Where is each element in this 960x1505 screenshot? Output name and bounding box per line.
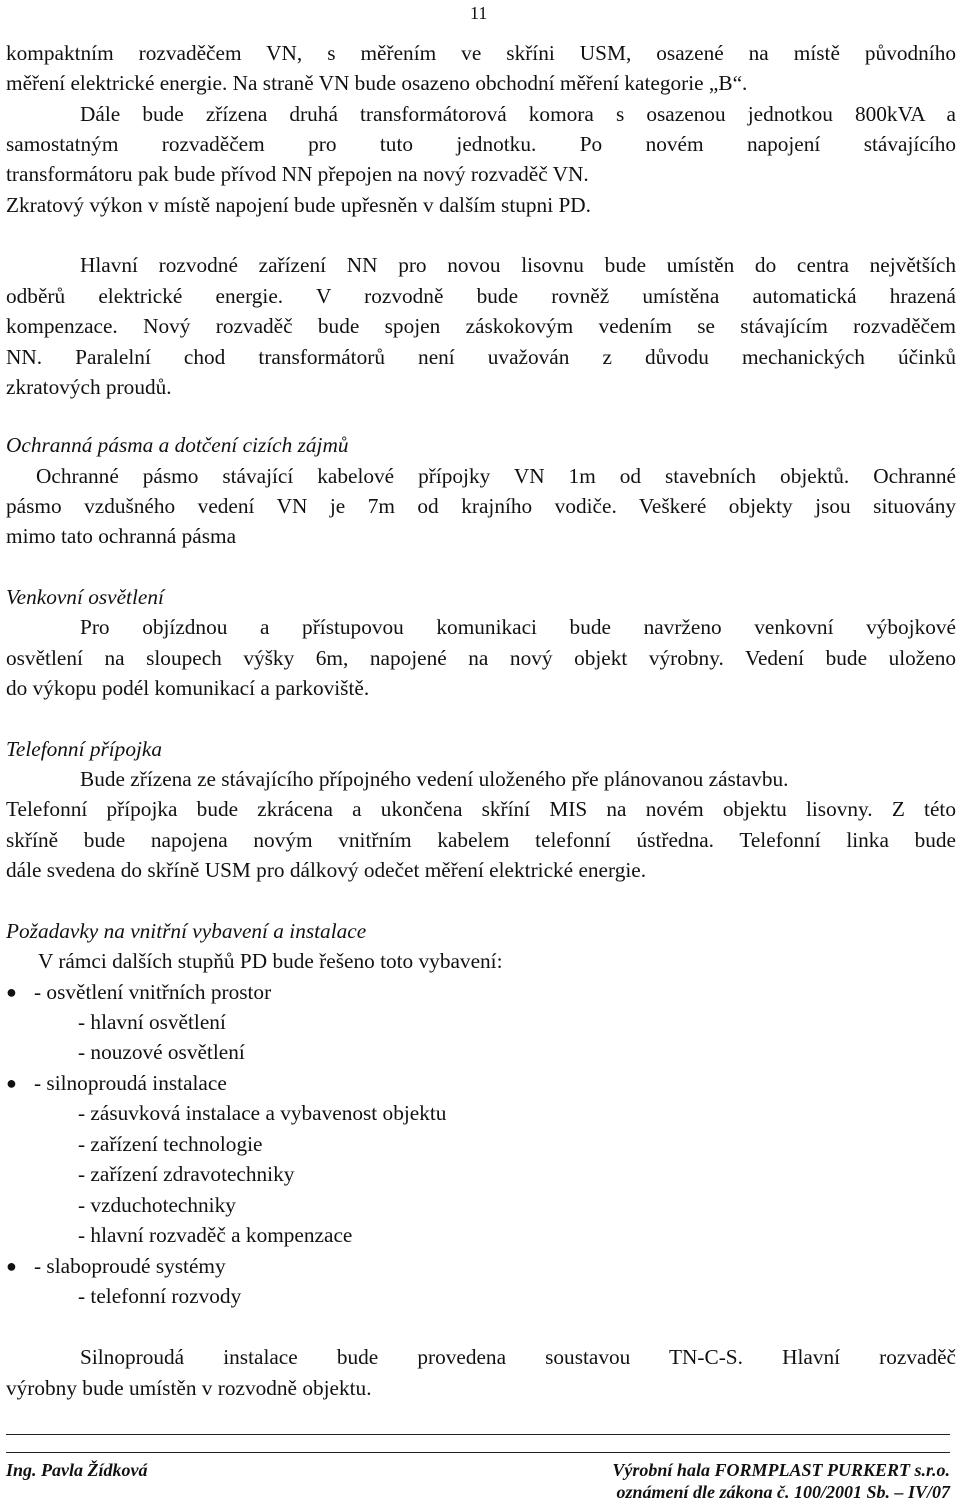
section-heading-requirements: Požadavky na vnitřní vybavení a instalace [6, 919, 367, 943]
text-line: osvětlení na sloupech výšky 6m, napojené na nový objekt výrobny. Vedení bude uloženo [6, 646, 956, 670]
text-line: skříně bude napojena novým vnitřním kabelem telefonní ústředna. Telefonní linka bude [6, 828, 956, 852]
bullet-icon: ● [6, 1073, 17, 1093]
footer-project: Výrobní hala FORMPLAST PURKERT s.r.o. [612, 1460, 950, 1480]
text-line: mimo tato ochranná pásma [6, 524, 237, 548]
list-subitem: - nouzové osvětlení [78, 1040, 245, 1064]
list-subitem: - zařízení technologie [78, 1132, 263, 1156]
list-subitem: - zařízení zdravotechniky [78, 1162, 295, 1186]
list-subitem: - hlavní rozvaděč a kompenzace [78, 1223, 353, 1247]
text-line: odběrů elektrické energie. V rozvodně bude rovněž umístěna automatická hrazená [6, 284, 956, 308]
text-line: Bude zřízena ze stávajícího přípojného vedení uloženého pře plánovanou zástavbu. [80, 767, 789, 791]
footer-notice: oznámení dle zákona č. 100/2001 Sb. – IV/07 [616, 1482, 950, 1502]
list-subitem: - telefonní rozvody [78, 1284, 242, 1308]
list-subitem: - hlavní osvětlení [78, 1010, 226, 1034]
bullet-icon: ● [6, 1256, 17, 1276]
section-heading-telephone: Telefonní přípojka [6, 737, 162, 761]
section-heading-protective-zones: Ochranná pásma a dotčení cizích zájmů [6, 433, 349, 457]
text-line: zkratových proudů. [6, 375, 172, 399]
list-item: - osvětlení vnitřních prostor [34, 980, 272, 1004]
text-line: kompenzace. Nový rozvaděč bude spojen záskokovým vedením se stávajícím rozvaděčem [6, 314, 956, 338]
page-number: 11 [470, 3, 488, 23]
text-line: NN. Paralelní chod transformátorů není uvažován z důvodu mechanických účinků [6, 345, 956, 369]
section-heading-outdoor-lighting: Venkovní osvětlení [6, 585, 164, 609]
text-line: Silnoproudá instalace bude provedena soustavou TN-C-S. Hlavní rozvaděč [80, 1345, 956, 1369]
text-line: V rámci dalších stupňů PD bude řešeno toto vybavení: [38, 949, 503, 973]
text-line: měření elektrické energie. Na straně VN bude osazeno obchodní měření kategorie „B“. [6, 71, 748, 95]
footer-author: Ing. Pavla Žídková [6, 1460, 148, 1480]
text-line: Pro objízdnou a přístupovou komunikaci bude navrženo venkovní výbojkové [80, 615, 956, 639]
text-line: výrobny bude umístěn v rozvodně objektu. [6, 1376, 372, 1400]
footer-divider [6, 1434, 950, 1435]
text-line: samostatným rozvaděčem pro tuto jednotku. Po novém napojení stávajícího [6, 132, 956, 156]
text-line: Dále bude zřízena druhá transformátorová komora s osazenou jednotkou 800kVA a [80, 102, 956, 126]
text-line: dále svedena do skříně USM pro dálkový odečet měření elektrické energie. [6, 858, 647, 882]
text-line: pásmo vzdušného vedení VN je 7m od krajního vodiče. Veškeré objekty jsou situovány [6, 494, 956, 518]
text-line: transformátoru pak bude přívod NN přepojen na nový rozvaděč VN. [6, 162, 589, 186]
list-subitem: - zásuvková instalace a vybavenost objektu [78, 1101, 447, 1125]
list-item: - silnoproudá instalace [34, 1071, 227, 1095]
text-line: do výkopu podél komunikací a parkoviště. [6, 676, 370, 700]
text-line: Zkratový výkon v místě napojení bude upřesněn v dalším stupni PD. [6, 193, 591, 217]
list-subitem: - vzduchotechniky [78, 1193, 236, 1217]
text-line: Hlavní rozvodné zařízení NN pro novou lisovnu bude umístěn do centra největších [80, 253, 956, 277]
list-item: - slaboproudé systémy [34, 1254, 226, 1278]
bullet-icon: ● [6, 982, 17, 1002]
text-line: kompaktním rozvaděčem VN, s měřením ve skříni USM, osazené na místě původního [6, 41, 956, 65]
text-line: Telefonní přípojka bude zkrácena a ukončena skříní MIS na novém objektu lisovny. Z této [6, 797, 956, 821]
footer-divider [6, 1452, 950, 1453]
text-line: Ochranné pásmo stávající kabelové přípojky VN 1m od stavebních objektů. Ochranné [36, 464, 956, 488]
